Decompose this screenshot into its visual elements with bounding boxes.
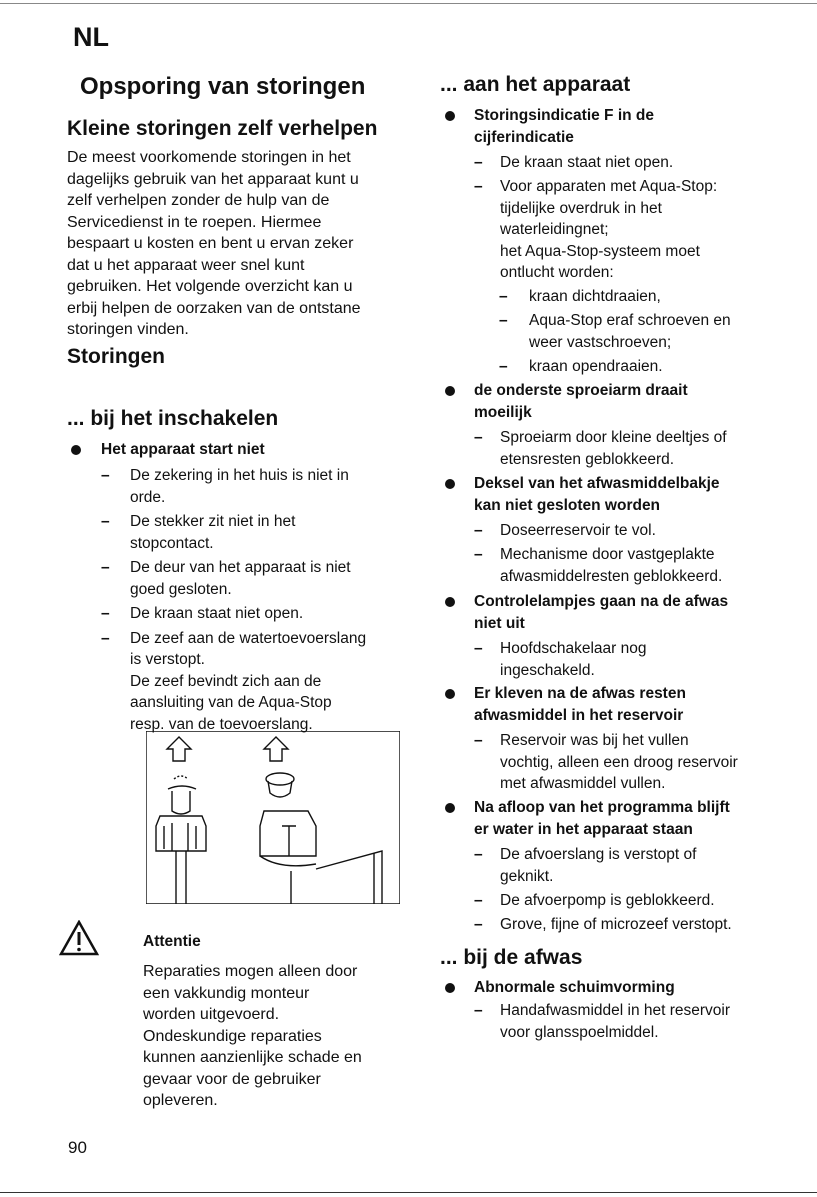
bullet-title: de onderste sproeiarm draait <box>474 382 688 399</box>
intro-line: erbij helpen de oorzaken van de ontstane <box>67 299 361 317</box>
item-line: met afwasmiddel vullen. <box>500 775 666 792</box>
dash-marker: – <box>101 629 110 647</box>
bullet-title: Na afloop van het programma blijft <box>474 799 730 816</box>
item-line: weer vastschroeven; <box>529 333 672 351</box>
attention-line: kunnen aanzienlijke schade en <box>143 1049 362 1066</box>
bullet-icon <box>71 445 81 455</box>
attention-title: Attentie <box>143 933 201 950</box>
bullet-title: afwasmiddel in het reservoir <box>474 707 684 724</box>
bullet-icon <box>445 479 455 489</box>
dash-marker: – <box>499 312 508 329</box>
bullet-icon <box>445 111 455 121</box>
bullet-title: kan niet gesloten worden <box>474 497 661 514</box>
dash-marker: – <box>474 891 483 909</box>
attention-line: Ondeskundige reparaties <box>143 1027 322 1045</box>
dash-marker: – <box>474 1002 483 1019</box>
item-line: Doseerreservoir te vol. <box>500 522 656 539</box>
attention-text <box>143 961 362 1112</box>
item-line: De zeef bevindt zich aan de <box>130 672 322 690</box>
top-rule <box>0 3 817 4</box>
intro-paragraph <box>67 147 361 341</box>
item-line: De stekker zit niet in het <box>130 513 296 530</box>
attention-line: worden uitgevoerd. <box>143 1006 280 1023</box>
dash-marker: – <box>101 467 110 484</box>
language-label: NL <box>73 22 109 52</box>
intro-line: De meest voorkomende storingen in het <box>67 149 351 166</box>
bullet-title: niet uit <box>474 615 525 632</box>
page-number: 90 <box>68 1138 87 1157</box>
bullet-title: Controlelampjes gaan na de afwas <box>474 593 729 610</box>
dash-marker: – <box>474 640 483 657</box>
intro-line: storingen vinden. <box>67 321 189 338</box>
section-heading-afwas: ... bij de afwas <box>440 946 583 969</box>
bullet-icon <box>445 597 455 607</box>
item-line: resp. van de toevoerslang. <box>130 715 313 733</box>
item-line: De zeef aan de watertoevoerslang <box>130 629 367 647</box>
item-line: Handafwasmiddel in het reservoir <box>500 1002 731 1019</box>
item-line: tijdelijke overdruk in het <box>500 199 662 217</box>
dash-marker: – <box>474 154 483 171</box>
aqua-stop-filter-illustration <box>146 731 400 904</box>
dash-marker: – <box>474 178 483 195</box>
attention-line: een vakkundig monteur <box>143 984 310 1002</box>
dash-marker: – <box>474 732 483 749</box>
intro-line: gebruiken. Het volgende overzicht kan u <box>67 278 353 295</box>
bullet-icon <box>445 386 455 396</box>
dash-marker: – <box>474 522 483 539</box>
bullet-title-foam: Abnormale schuimvorming <box>474 979 675 996</box>
attention-line: Reparaties mogen alleen door <box>143 963 358 980</box>
bullet-title: Deksel van het afwasmiddelbakje <box>474 475 720 492</box>
section-heading-small-faults: Kleine storingen zelf verhelpen <box>67 117 378 140</box>
section-heading-inschakelen: ... bij het inschakelen <box>67 407 279 430</box>
attention-line: gevaar voor de gebruiker <box>143 1070 321 1088</box>
item-line: aansluiting van de Aqua-Stop <box>130 694 332 711</box>
item-line: is verstopt. <box>130 651 205 668</box>
bullet-title: cijferindicatie <box>474 129 574 146</box>
dash-marker: – <box>474 429 483 446</box>
item-line: stopcontact. <box>130 534 214 552</box>
bullet-icon <box>445 689 455 699</box>
item-line: Hoofdschakelaar nog <box>500 640 647 657</box>
item-line: De deur van het apparaat is niet <box>130 559 351 576</box>
item-line: geknikt. <box>500 867 554 885</box>
intro-line: dagelijks gebruik van het apparaat kunt u <box>67 170 359 188</box>
item-line: etensresten geblokkeerd. <box>500 450 675 468</box>
item-line: De kraan staat niet open. <box>130 605 304 622</box>
dash-marker: – <box>101 605 110 622</box>
dash-marker: – <box>474 846 483 863</box>
item-line: De afvoerpomp is geblokkeerd. <box>500 891 715 909</box>
attention-line: opleveren. <box>143 1092 218 1109</box>
warning-icon <box>59 920 99 956</box>
item-line: Sproeiarm door kleine deeltjes of <box>500 429 727 446</box>
dash-marker: – <box>101 559 110 576</box>
item-line: vochtig, alleen een droog reservoir <box>500 753 738 771</box>
item-line: Mechanisme door vastgeplakte <box>500 546 715 563</box>
item-line: Aqua-Stop eraf schroeven en <box>529 312 731 329</box>
section-heading-apparaat: ... aan het apparaat <box>440 73 631 96</box>
item-line: Grove, fijne of microzeef verstopt. <box>500 915 732 933</box>
bullet-title: Storingsindicatie F in de <box>474 107 654 124</box>
dash-marker: – <box>101 513 110 530</box>
bullet-title: er water in het apparaat staan <box>474 821 693 838</box>
page-title: Opsporing van storingen <box>80 73 366 100</box>
item-line: Voor apparaten met Aqua-Stop: <box>500 178 718 195</box>
item-line: waterleidingnet; <box>500 221 609 238</box>
item-line: ontlucht worden: <box>500 264 614 281</box>
item-line: orde. <box>130 488 166 506</box>
dash-marker: – <box>474 915 483 933</box>
item-line: De afvoerslang is verstopt of <box>500 846 697 863</box>
item-line: kraan dichtdraaien, <box>529 288 661 305</box>
bullet-title: Er kleven na de afwas resten <box>474 685 686 702</box>
dash-marker: – <box>499 288 508 305</box>
bullet-title: moeilijk <box>474 404 532 421</box>
item-line: ingeschakeld. <box>500 661 595 679</box>
item-line: De zekering in het huis is niet in <box>130 467 349 484</box>
intro-line: dat u het apparaat weer snel kunt <box>67 256 305 274</box>
intro-line: bespaart u kosten en bent u ervan zeker <box>67 235 354 252</box>
bullet-icon <box>445 983 455 993</box>
bullet-title-start: Het apparaat start niet <box>101 441 265 458</box>
section-heading-storingen: Storingen <box>67 345 165 368</box>
dash-marker: – <box>499 357 508 375</box>
item-line: kraan opendraaien. <box>529 357 663 375</box>
dash-marker: – <box>474 546 483 563</box>
item-line: afwasmiddelresten geblokkeerd. <box>500 567 723 585</box>
item-line: goed gesloten. <box>130 580 232 598</box>
intro-line: zelf verhelpen zonder de hulp van de <box>67 192 330 209</box>
item-line: het Aqua-Stop-systeem moet <box>500 242 700 260</box>
bottom-rule <box>0 1192 817 1193</box>
intro-line: Servicedienst in te roepen. Hiermee <box>67 213 322 231</box>
item-line: Reservoir was bij het vullen <box>500 732 689 749</box>
item-line: voor glansspoelmiddel. <box>500 1023 659 1041</box>
item-line: De kraan staat niet open. <box>500 154 674 171</box>
bullet-icon <box>445 803 455 813</box>
